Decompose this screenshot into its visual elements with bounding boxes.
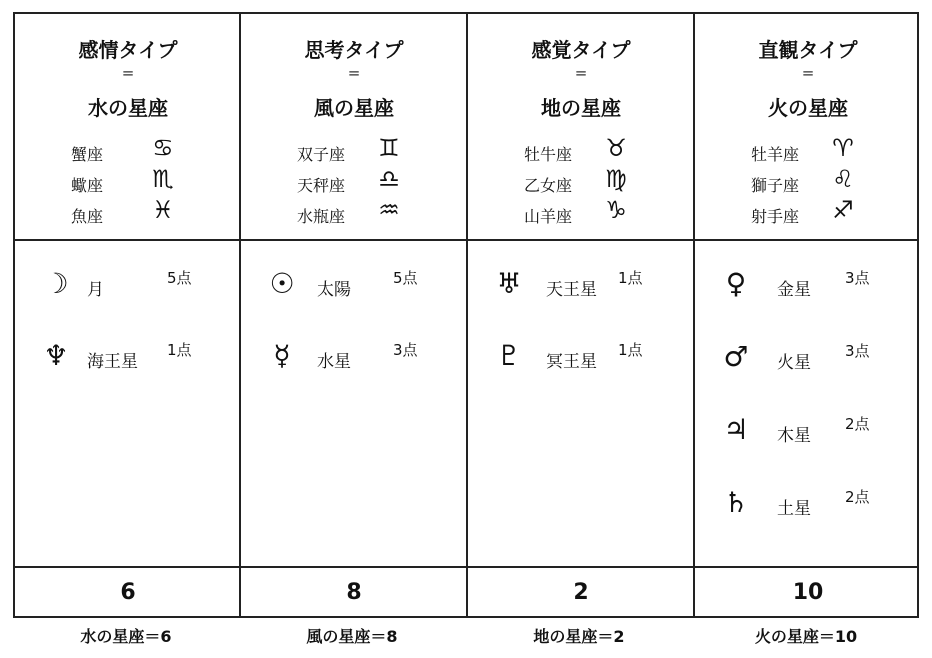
sign-name: 魚座 (71, 207, 104, 226)
planet-points: 2点 (845, 415, 870, 433)
sign-name: 山羊座 (524, 207, 573, 226)
zodiac-glyph-icon: ♏ (152, 165, 174, 193)
column-total: 8 (346, 580, 362, 605)
sign-name: 蟹座 (71, 145, 104, 164)
column-total: 6 (120, 580, 136, 605)
summary-label: 地の星座＝2 (533, 627, 625, 646)
zodiac-glyph-icon: ♐ (832, 196, 854, 224)
summary-label: 風の星座＝8 (306, 627, 398, 646)
sign-group-title: 地の星座 (541, 96, 621, 120)
element-type-table (13, 12, 919, 618)
sign-name: 蠍座 (71, 176, 104, 195)
planet-name: 金星 (777, 280, 811, 300)
planet-glyph-icon: ♃ (723, 413, 749, 446)
sign-name: 天秤座 (297, 176, 346, 195)
planet-list (15, 241, 241, 566)
sign-name: 牡羊座 (751, 145, 800, 164)
sign-row (695, 198, 921, 230)
planet-name: 冥王星 (546, 352, 597, 372)
planet-row (15, 337, 241, 377)
planet-glyph-icon: ☿ (273, 339, 291, 372)
sign-row (241, 198, 467, 230)
column (468, 14, 694, 618)
type-title: 感情タイプ (78, 38, 178, 62)
planet-row (241, 337, 467, 377)
planet-glyph-icon: ☽ (43, 267, 69, 300)
planet-name: 海王星 (87, 352, 138, 372)
sign-name: 双子座 (297, 145, 346, 164)
equals-sign: = (801, 64, 815, 82)
planet-row (15, 265, 241, 305)
planet-glyph-icon: ☉ (269, 267, 295, 300)
planet-glyph-icon: ♂ (723, 340, 749, 373)
planet-points: 3点 (845, 269, 870, 287)
column (695, 14, 921, 618)
planet-row (695, 338, 921, 378)
zodiac-glyph-icon: ♊ (378, 134, 400, 162)
sign-name: 牡牛座 (524, 145, 573, 164)
planet-points: 2点 (845, 488, 870, 506)
sign-group-title: 風の星座 (314, 96, 394, 120)
column (15, 14, 241, 618)
equals-sign: = (347, 64, 361, 82)
planet-name: 天王星 (546, 280, 597, 300)
sign-row (15, 136, 241, 168)
planet-row (468, 265, 694, 305)
sign-row (695, 167, 921, 199)
type-title: 感覚タイプ (531, 38, 631, 62)
sign-row (468, 136, 694, 168)
column-header (695, 14, 921, 239)
zodiac-glyph-icon: ♋ (152, 134, 174, 162)
planet-name: 火星 (777, 353, 811, 373)
planet-points: 1点 (618, 269, 643, 287)
zodiac-glyph-icon: ♑ (605, 196, 627, 224)
equals-sign: = (121, 64, 135, 82)
sign-name: 獅子座 (751, 176, 800, 195)
planet-points: 5点 (393, 269, 418, 287)
planet-name: 太陽 (317, 280, 351, 300)
zodiac-glyph-icon: ♒ (378, 196, 400, 224)
column-total: 2 (573, 580, 589, 605)
planet-name: 木星 (777, 426, 811, 446)
sign-name: 乙女座 (524, 176, 573, 195)
zodiac-glyph-icon: ♉ (605, 134, 627, 162)
planet-points: 5点 (167, 269, 192, 287)
planet-glyph-icon: ♅ (496, 267, 522, 300)
zodiac-glyph-icon: ♈ (832, 134, 854, 162)
sign-row (468, 198, 694, 230)
sign-name: 射手座 (751, 207, 800, 226)
sign-name: 水瓶座 (297, 207, 346, 226)
planet-glyph-icon: ♀ (725, 267, 747, 300)
equals-sign: = (574, 64, 588, 82)
summary-label: 火の星座＝10 (754, 627, 858, 646)
zodiac-glyph-icon: ♍ (605, 165, 627, 193)
planet-row (468, 337, 694, 377)
planet-row (695, 411, 921, 451)
sign-row (15, 198, 241, 230)
type-title: 思考タイプ (304, 38, 404, 62)
planet-name: 土星 (777, 499, 811, 519)
planet-row (695, 265, 921, 305)
planet-name: 水星 (317, 352, 351, 372)
planet-list (241, 241, 467, 566)
planet-points: 3点 (393, 341, 418, 359)
column-header (15, 14, 241, 239)
zodiac-glyph-icon: ♎ (378, 165, 400, 193)
planet-points: 1点 (167, 341, 192, 359)
zodiac-glyph-icon: ♓ (152, 196, 174, 224)
sign-group-title: 水の星座 (88, 96, 168, 120)
column-header (241, 14, 467, 239)
sign-row (241, 136, 467, 168)
column-header (468, 14, 694, 239)
planet-points: 3点 (845, 342, 870, 360)
planet-glyph-icon: ♆ (43, 339, 69, 372)
planet-glyph-icon: ♄ (723, 486, 749, 519)
sign-row (15, 167, 241, 199)
summary-label: 水の星座＝6 (80, 627, 172, 646)
column (241, 14, 467, 618)
planet-row (695, 484, 921, 524)
planet-row (241, 265, 467, 305)
planet-points: 1点 (618, 341, 643, 359)
sign-row (468, 167, 694, 199)
sign-row (241, 167, 467, 199)
sign-row (695, 136, 921, 168)
column-total: 10 (792, 580, 824, 605)
sign-group-title: 火の星座 (768, 96, 848, 120)
planet-name: 月 (87, 280, 104, 300)
planet-list (468, 241, 694, 566)
planet-list (695, 241, 921, 566)
type-title: 直観タイプ (758, 38, 858, 62)
planet-glyph-icon: ♇ (496, 339, 522, 372)
zodiac-glyph-icon: ♌ (832, 165, 854, 193)
